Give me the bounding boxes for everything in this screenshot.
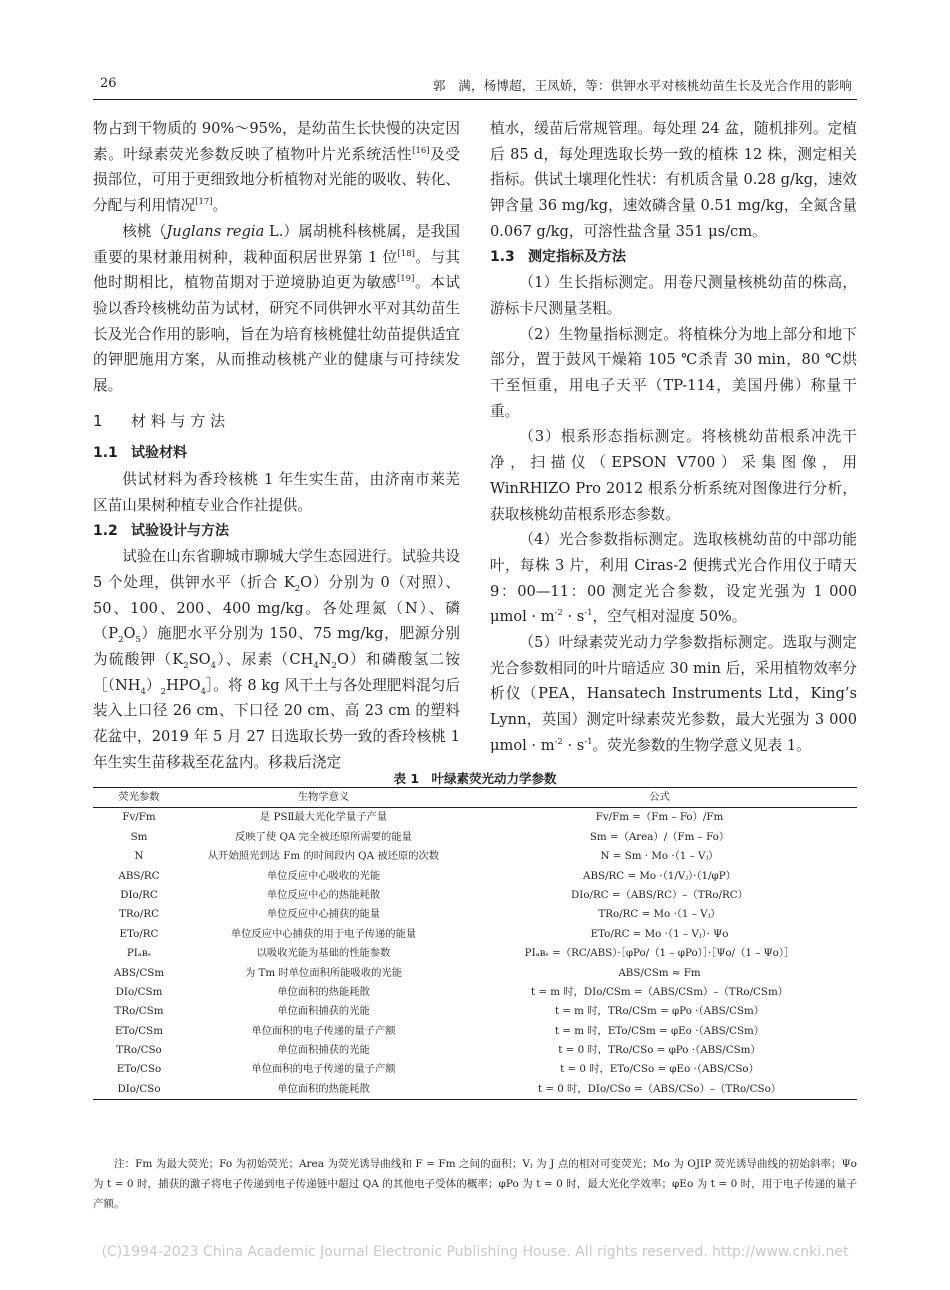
parameter-cell: Sm <box>130 830 148 843</box>
table-row <box>93 1002 857 1021</box>
column-header: 荧光参数 <box>93 788 185 808</box>
meaning-cell: 单位反应中心捕获的用于电子传递的能量 <box>230 927 417 940</box>
paragraph: 试验在山东省聊城市聊城大学生态园进行。试验共设 5 个处理，供钾水平（折合 $K_2O$）分别为 0（对照）、50、100、200、400 mg/kg。各处理氮（N）、磷$(P_2O_5)$施肥水平分别为 150、75 mg/kg，肥源分别为硫酸钾$(K_2SO_4)$、尿素$(CH_4N_2O)$和磷酸氢二铵$[(NH_4)_2HPO_4]$。将 8 kg 风干土与各处理肥料混匀后装入上口径 26 cm、下口径 20 cm、高 23 cm 的塑料花盆中，2019 年 5 月 27 日选取长势一致的香玲核桃 1 年生实生苗移栽至花盆内。移栽后浇定 <box>93 548 461 771</box>
column-header: 生物学意义 <box>185 788 462 808</box>
page-number: 26 <box>100 76 117 91</box>
parameter-cell: DIo/CSo <box>93 1080 185 1100</box>
table-row <box>93 1022 857 1041</box>
table-note: 注：Fm 为最大荧光；Fo 为初始荧光；Area 为荧光诱导曲线和 F = Fm 之间的面积；Vⱼ 为 J 点的相对可变荧光；Mo 为 OJIP 荧光诱导曲线的初始斜率；Ψo 为 t = 0 时，捕获的激子将电子传递到电子传递链中超过 QA 的其他电子受体的概率；φPo 为 t = 0 时，最大光化学效率；φEo 为 t = 0 时，用于电子传递的量子产额。 <box>93 1158 857 1210</box>
meaning-cell: 单位面积捕获的光能 <box>277 1005 370 1018</box>
citation: [16] <box>412 145 430 156</box>
parameter-cell: ETo/CSm <box>115 1024 163 1037</box>
citation: [18] <box>397 248 415 259</box>
paragraph: （1）生长指标测定。用卷尺测量核桃幼苗的株高，游标卡尺测量茎粗。 <box>490 274 857 317</box>
table-row <box>93 925 857 944</box>
meaning-cell: 单位面积的热能耗散 <box>277 985 370 998</box>
citation: [19] <box>396 274 415 285</box>
header-rule <box>93 99 857 100</box>
meaning-cell: 是 PSⅡ最大光化学量子产量 <box>259 811 388 824</box>
table-row <box>93 964 857 983</box>
table-row <box>93 828 857 847</box>
meaning-cell: 为 Tm 时单位面积所能吸收的光能 <box>244 966 403 979</box>
parameter-cell: TRo/CSm <box>114 1005 164 1018</box>
left-column <box>93 116 460 776</box>
running-title: 郭 满，杨博超，王凤娇，等：供钾水平对核桃幼苗生长及光合作用的影响 <box>432 78 852 93</box>
parameter-cell: ETo/RC <box>119 927 159 940</box>
formula-cell: t = 0 时，ETo/CSo = φEo ·（ABS/CSo） <box>560 1063 759 1076</box>
meaning-cell: 单位面积的热能耗散 <box>185 1080 462 1100</box>
parameter-cell: TRo/CSo <box>116 1044 162 1057</box>
meaning-cell: 以吸收光能为基础的性能参数 <box>256 947 391 960</box>
copyright-footer: (C)1994-2023 China Academic Journal Electronic Publishing House. All rights reserved. http://www.cnki.net <box>101 1244 849 1260</box>
formula-cell: Fv/Fm =（Fm – Fo）/Fm <box>595 811 724 824</box>
citation: [17] <box>195 197 213 208</box>
formula-cell: t = 0 时，TRo/CSo = φPo ·（ABS/CSm） <box>558 1044 761 1057</box>
meaning-cell: 反映了使 QA 完全被还原所需要的能量 <box>235 830 412 843</box>
paragraph: （5）叶绿素荧光动力学参数指标测定。选取与测定光合参数相同的叶片暗适应 30 min 后，采用植物效率分析仪（PEA，Hansatech Instruments Ltd，King’s Lynn，英国）测定叶绿素荧光参数，最大光强为 3 000 $\mu mol \cdot m^{-2} \cdot s^{-1}$。荧光参数的生物学意义见表 1。 <box>490 634 857 754</box>
formula-cell: t = m 时，TRo/CSm = φPo ·（ABS/CSm） <box>554 1005 765 1018</box>
parameter-cell: ABS/RC <box>118 869 160 882</box>
subsection-heading: 1.1 试验材料 <box>93 445 187 462</box>
formula-cell: ABS/CSm ≈ Fm <box>618 966 701 979</box>
formula-cell: t = m 时，ETo/CSm = φEo ·（ABS/CSm） <box>554 1024 765 1037</box>
subsection-heading: 1.2 试验设计与方法 <box>93 522 229 539</box>
meaning-cell: 单位面积的电子传递的量子产额 <box>251 1024 396 1037</box>
formula-cell: ABS/RC = Mo ·（1/Vⱼ）·（1/φP） <box>583 869 736 882</box>
meaning-cell: 单位面积捕获的光能 <box>277 1044 370 1057</box>
formula-cell: Sm =（Area）/（Fm – Fo） <box>589 830 730 843</box>
parameter-cell: ABS/CSm <box>113 966 165 979</box>
paragraph: 核桃（Juglans regia L.）属胡桃科核桃属，是我国重要的果材兼用树种，栽种面积居世界第 1 位[18]。与其他时期相比，植物苗期对于逆境胁迫更为敏感[19]。本试验以香玲核桃幼苗为试材，研究不同供钾水平对其幼苗生长及光合作用的影响，旨在为培育核桃健壮幼苗提供适宜的钾肥施用方案，从而推动核桃产业的健康与可持续发展。 <box>93 222 460 395</box>
paragraph: 物占到干物质的 90%～95%，是幼苗生长快慢的决定因素。叶绿素荧光参数反映了植物叶片光系统活性[16]及受损部位，可用于更细致地分析植物对光能的吸收、转化、分配与利用情况[17]。 <box>93 120 460 215</box>
table-row <box>93 983 857 1002</box>
formula-cell: ETo/RC = Mo ·（1 – Vⱼ）· Ψo <box>590 927 729 940</box>
column-header: 公式 <box>462 788 857 808</box>
parameter-cell: N <box>134 850 144 863</box>
paragraph: （4）光合参数指标测定。选取核桃幼苗的中部功能叶，每株 3 片，利用 Ciras-2 便携式光合作用仪于晴天 9：00—11：00 测定光合参数，设定光强为 1 000 $\mu mol \cdot m^{-2} \cdot s^{-1}$，空气相对湿度 50%。 <box>490 531 857 626</box>
meaning-cell: 单位反应中心的热能耗散 <box>266 888 381 901</box>
table-row <box>93 1041 857 1060</box>
table-row <box>93 808 857 828</box>
parameter-cell: Fv/Fm <box>122 811 156 824</box>
meaning-cell: 单位面积的电子传递的量子产额 <box>251 1063 396 1076</box>
section-heading: 1 材 料 与 方 法 <box>93 411 226 430</box>
paragraph: 植水，缓苗后常规管理。每处理 24 盆，随机排列。定植后 85 d，每处理选取长势一致的植株 12 株，测定相关指标。供试土壤理化性状：有机质含量 0.28 g/kg，速效钾含量 36 mg/kg，速效磷含量 0.51 mg/kg，全氮含量 0.067 g/kg，可溶性盐含量 351 μs/cm。 <box>490 120 857 240</box>
table-header-row <box>93 788 857 808</box>
fluorescence-parameter-table <box>93 787 857 1100</box>
meaning-cell: 从开始照光到达 Fm 的时间段内 QA 被还原的次数 <box>207 850 440 863</box>
formula-cell: TRo/RC = Mo ·（1 – Vⱼ） <box>598 908 721 921</box>
table-row <box>93 867 857 886</box>
table-row <box>93 1060 857 1079</box>
table-row <box>93 886 857 905</box>
paragraph: 供试材料为香玲核桃 1 年生实生苗，由济南市莱芜区苗山果树种植专业合作社提供。 <box>93 471 460 514</box>
formula-cell: PIₐʙₛ =（RC/ABS）·［φPo/（1 – φPo）］·［Ψo/（1 – Ψo）］ <box>524 947 795 960</box>
parameter-cell: ETo/CSo <box>116 1063 162 1076</box>
right-column <box>490 116 857 759</box>
parameter-cell: PIₐʙₛ <box>126 947 152 960</box>
paragraph: （2）生物量指标测定。将植株分为地上部分和地下部分，置于鼓风干燥箱 105 ℃杀青 30 min，80 ℃烘干至恒重，用电子天平（TP-114，美国丹佛）称量干重。 <box>490 325 857 420</box>
table-row <box>93 905 857 924</box>
table-row <box>93 1080 857 1100</box>
formula-cell: DIo/RC =（ABS/RC）–（TRo/RC） <box>571 888 748 901</box>
meaning-cell: 单位反应中心捕获的能量 <box>266 908 381 921</box>
parameter-cell: DIo/CSm <box>115 985 163 998</box>
formula-cell: t = 0 时，DIo/CSo =（ABS/CSo）–（TRo/CSo） <box>462 1080 857 1100</box>
table-row <box>93 847 857 866</box>
parameter-cell: DIo/RC <box>120 888 158 901</box>
paragraph: （3）根系形态指标测定。将核桃幼苗根系冲洗干净，扫描仪（EPSON V700）采集图像，用 WinRHIZO Pro 2012 根系分析系统对图像进行分析，获取核桃幼苗根系形态参数。 <box>490 428 857 523</box>
table-row <box>93 944 857 963</box>
subsection-heading: 1.3 测定指标及方法 <box>490 248 626 265</box>
formula-cell: N = Sm · Mo ·（1 – Vⱼ） <box>600 850 719 863</box>
formula-cell: t = m 时，DIo/CSm =（ABS/CSm）–（TRo/CSm） <box>530 985 789 998</box>
table-title: 表 1 叶绿素荧光动力学参数 <box>393 771 557 786</box>
parameter-cell: TRo/RC <box>119 908 159 921</box>
meaning-cell: 单位反应中心吸收的光能 <box>266 869 381 882</box>
